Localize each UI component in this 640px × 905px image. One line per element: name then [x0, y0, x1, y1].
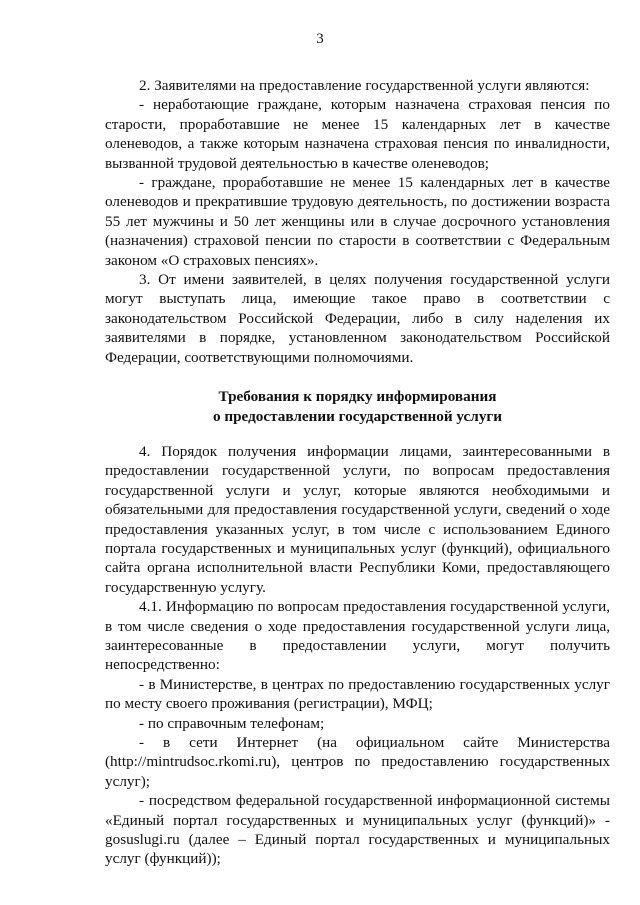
paragraph-unemployed-citizens: - неработающие граждане, которым назначена страховая пенсия по старости, проработавшие не менее 15 календарных лет в качестве оленеводов, а также которым назначена страховая пенсия по инвалидности, вызванной трудовой деятельностью в качестве оленеводов;: [105, 96, 610, 172]
section-heading-line-1: Требования к порядку информирования: [218, 388, 497, 406]
section-heading: [105, 387, 610, 426]
list-item-phones: - по справочным телефонам;: [139, 714, 325, 732]
list-item-ministry: - в Министерстве, в центрах по предоставлению государственных услуг по месту своего проживания (регистрации), МФЦ;: [105, 675, 610, 713]
paragraph-information-procedure: 4. Порядок получения информации лицами, заинтересованными в предоставлении государственной услуги, по вопросам предоставления государственной услуги и услуг, которые являются необходимыми и обязательными для предоставления государственной услуги, сведений о ходе предоставления указанных услуг, в том числе с использованием Единого портала государственных и муниципальных услуг (функций), официального сайта органа исполнительной власти Республики Коми, предоставляющего государственную услугу.: [105, 442, 610, 596]
page-number: 3: [316, 31, 324, 47]
paragraph-retired-reindeer-herders: - граждане, проработавшие не менее 15 календарных лет в качестве оленеводов и прекратившие трудовую деятельность, по достижении возраста 55 лет мужчины и 50 лет женщины или в случае досрочного установления (назначения) страховой пенсии по старости в соответствии с Федеральным законом «О страховых пенсиях».: [105, 174, 610, 269]
paragraph-information-sources: 4.1. Информацию по вопросам предоставления государственной услуги, в том числе сведения о ходе предоставления государственной услуги лица, заинтересованные в предоставлении услуги, могут получить непосредственно:: [105, 598, 610, 674]
document-body: [105, 76, 610, 869]
list-item-unified-portal: - посредством федеральной государственной информационной системы «Единый портал государственных и муниципальных услуг (функций)» - gosuslugi.ru (далее – Единый портал государственных и муниципальных услуг (функций));: [105, 792, 610, 868]
list-item-internet: - в сети Интернет (на официальном сайте Министерства (http://mintrudsoc.rkomi.ru), центров по предоставлению государственных услуг);: [105, 734, 610, 790]
paragraph-applicants: 2. Заявителями на предоставление государственной услуги являются:: [139, 77, 590, 94]
paragraph-representatives: 3. От имени заявителей, в целях получения государственной услуги могут выступать лица, имеющие такое право в соответствии с законодательством Российской Федерации, либо в силу наделения их заявителями в порядке, установленном законодательством Российской Федерации, соответствующими полномочиями.: [105, 271, 610, 366]
section-heading-line-2: о предоставлении государственной услуги: [212, 407, 503, 425]
